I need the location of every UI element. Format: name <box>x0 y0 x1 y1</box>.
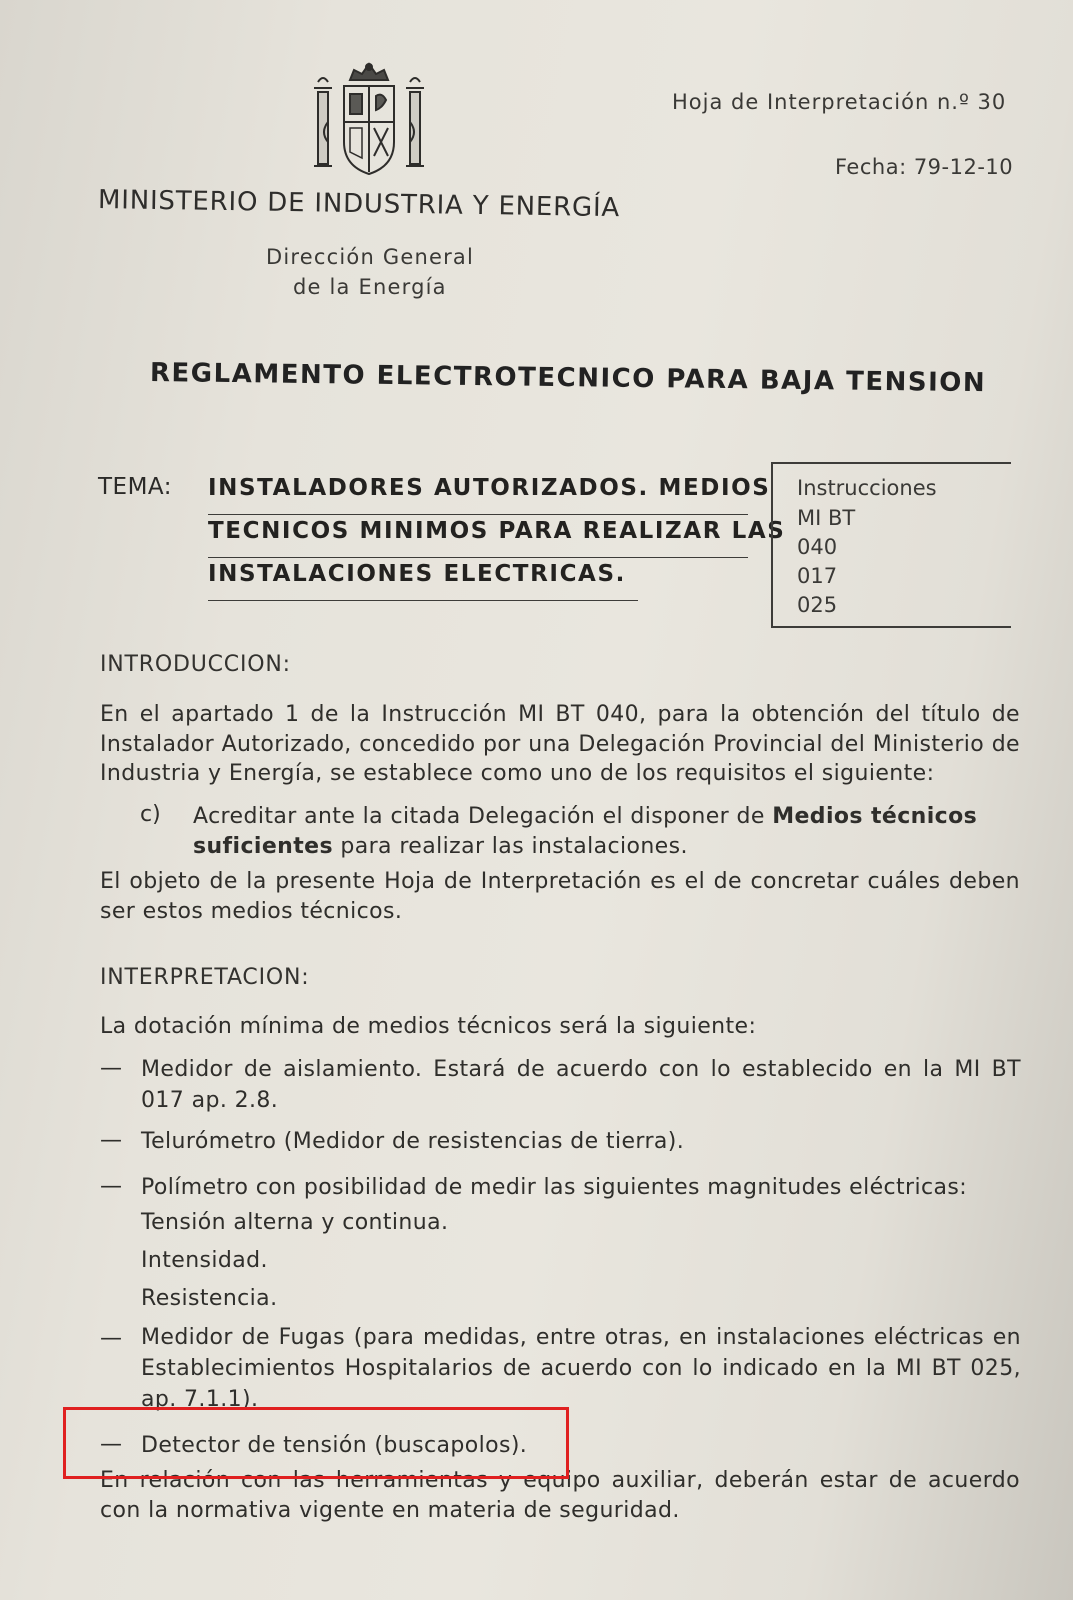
document-date: Fecha: 79-12-10 <box>835 155 1014 179</box>
item-c-marker: c) <box>140 802 161 827</box>
list-dash: — <box>100 1056 122 1081</box>
highlight-box <box>63 1407 569 1479</box>
tema-subject <box>208 472 786 601</box>
closing-paragraph: En relación con las herramientas y equipo auxiliar, deberán estar de acuerdo con la normativa vigente en materia de seguridad. <box>100 1468 1020 1523</box>
instrucciones-sub: MI BT <box>797 506 856 530</box>
spanish-coat-of-arms-icon <box>310 62 428 182</box>
direccion-line-2: de la Energía <box>293 275 447 299</box>
polimetro-sub-item: Intensidad. <box>141 1248 268 1273</box>
introduccion-paragraph: En el apartado 1 de la Instrucción MI BT 040, para la obtención del título de Instalador Autorizado, concedido por una Delegación Provincial del Ministerio de Industria y Energía, se establece como uno de los requisitos el siguiente: <box>100 702 1020 786</box>
introduccion-heading: INTRODUCCION: <box>100 652 291 677</box>
list-item: Telurómetro (Medidor de resistencias de tierra). <box>141 1129 685 1154</box>
direccion-line-1: Dirección General <box>266 245 475 269</box>
hoja-number: Hoja de Interpretación n.º 30 <box>672 90 1007 114</box>
polimetro-sub-item: Resistencia. <box>141 1286 278 1311</box>
tema-line: INSTALADORES AUTORIZADOS. MEDIOS <box>208 472 748 515</box>
instruccion-code: 025 <box>797 593 838 617</box>
interpretacion-heading: INTERPRETACION: <box>100 965 310 990</box>
list-item: Medidor de Fugas (para medidas, entre otras, en instalaciones eléctricas en Establecimientos Hospitalarios de acuerdo con lo indicado en la MI BT 025, ap. 7.1.1). <box>141 1325 1021 1412</box>
tema-line: TECNICOS MINIMOS PARA REALIZAR LAS <box>208 515 748 558</box>
tema-label: TEMA: <box>98 474 173 500</box>
list-dash: — <box>100 1174 122 1199</box>
document-title: REGLAMENTO ELECTROTECNICO PARA BAJA TENSION <box>149 358 987 399</box>
polimetro-sub-item: Tensión alterna y continua. <box>141 1210 449 1235</box>
list-item: Polímetro con posibilidad de medir las siguientes magnitudes eléctricas: <box>141 1175 968 1200</box>
list-dash: — <box>100 1432 122 1457</box>
instruccion-code: 040 <box>797 535 838 559</box>
list-item-highlighted: Detector de tensión (buscapolos). <box>141 1433 528 1458</box>
list-dash: — <box>100 1128 122 1153</box>
list-dash: — <box>100 1326 122 1351</box>
instrucciones-heading: Instrucciones <box>797 476 937 500</box>
interpretacion-intro: La dotación mínima de medios técnicos será la siguiente: <box>100 1014 757 1039</box>
list-item: Medidor de aislamiento. Estará de acuerdo con lo establecido en la MI BT 017 ap. 2.8. <box>141 1057 1021 1113</box>
item-c-text: Acreditar ante la citada Delegación el disponer de Medios técnicos suficientes para realizar las instalaciones. <box>193 804 978 859</box>
objeto-paragraph: El objeto de la presente Hoja de Interpretación es el de concretar cuáles deben ser estos medios técnicos. <box>100 869 1020 924</box>
ministry-name: MINISTERIO DE INDUSTRIA Y ENERGÍA <box>97 185 621 224</box>
tema-line: INSTALACIONES ELECTRICAS. <box>208 558 638 601</box>
instruccion-code: 017 <box>797 564 838 588</box>
instrucciones-box <box>771 462 1011 628</box>
